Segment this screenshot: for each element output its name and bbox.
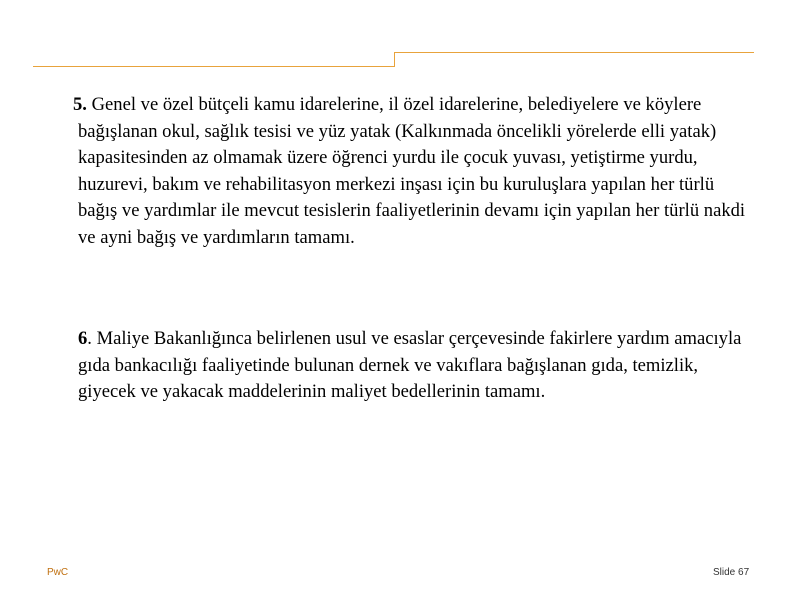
- item-number: 6: [78, 328, 88, 349]
- header-rule-step: [394, 53, 395, 67]
- header-rule-right: [394, 52, 754, 53]
- item-text: . Maliye Bakanlığınca belirlenen usul ve esaslar çerçevesinde fakirlere yardım amacıyla gıda bankacılığı faaliyetinde bulunan dernek ve vakıflara bağışlanan gıda, temizlik, giyecek ve yakacak maddelerinin maliyet bedellerinin tamamı.: [78, 328, 742, 402]
- paragraph-item-6: [78, 326, 758, 406]
- item-text: Genel ve özel bütçeli kamu idarelerine, il özel idarelerine, belediyelere ve köylere bağışlanan okul, sağlık tesisi ve yüz yatak (Kalkınmada öncelikli yörelerde elli yatak) kapasitesinden az olmamak üzere öğrenci yurdu ile çocuk yuvası, yetiştirme yurdu, huzurevi, bakım ve rehabilitasyon merkezi inşası için bu kuruluşlara yapılan her türlü bağış ve yardımlar ile mevcut tesislerin faaliyetlerinin devamı için yapılan her türlü nakdi ve ayni bağış ve yardımların tamamı.: [78, 94, 746, 248]
- header-rule-left: [33, 66, 395, 67]
- footer-brand: PwC: [47, 567, 69, 578]
- item-number: 5.: [73, 94, 87, 115]
- slide-number: Slide 67: [713, 567, 750, 578]
- paragraph-item-5: [73, 92, 758, 251]
